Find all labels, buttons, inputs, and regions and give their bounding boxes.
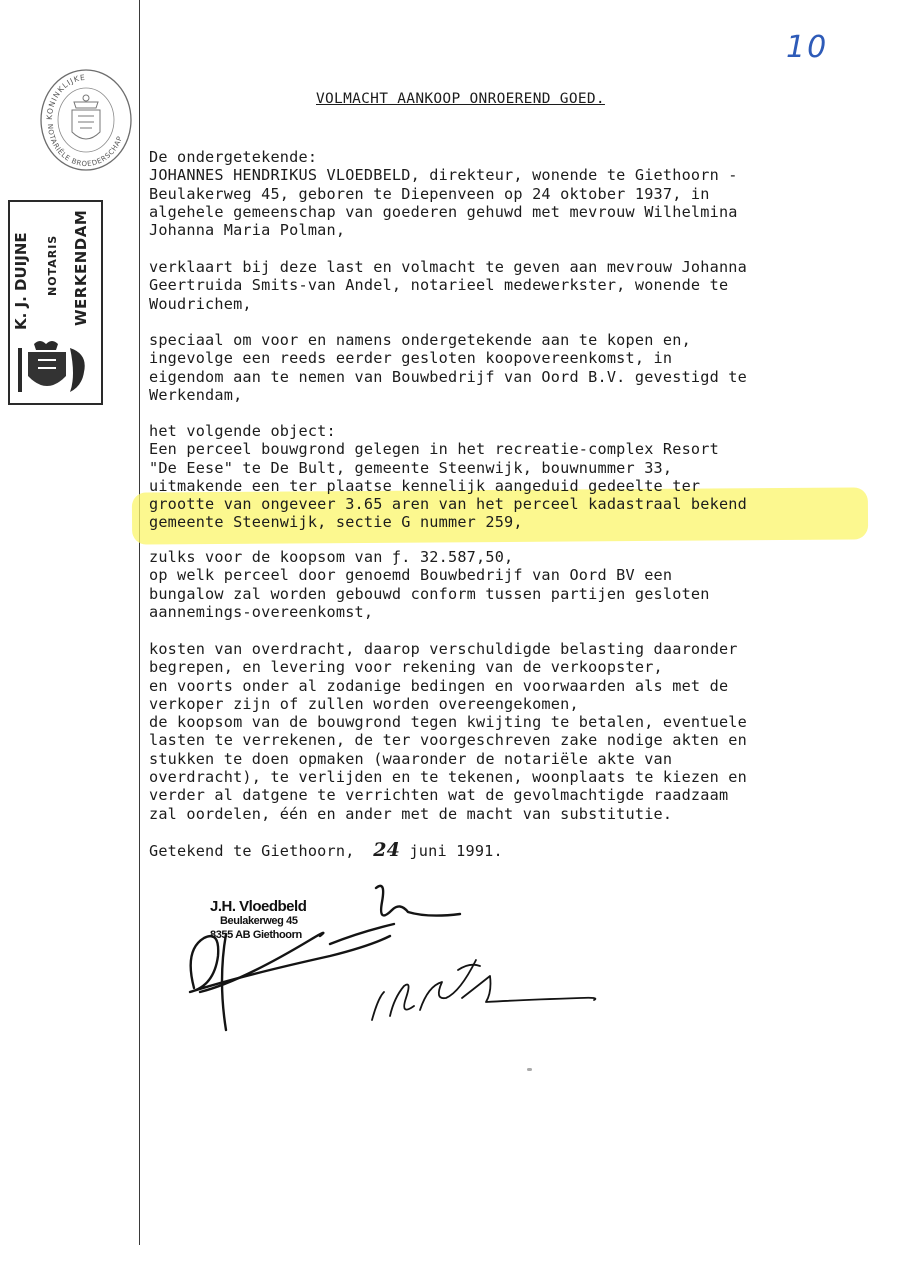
signatures [180,880,620,1050]
address-stamp-name: J.H. Vloedbeld [210,898,307,915]
scan-speck [527,1068,532,1071]
signing-suffix: juni 1991. [409,842,503,860]
proxy-signature [372,960,595,1020]
notary-place: WERKENDAM [72,209,90,326]
document-title: VOLMACHT AANKOOP ONROEREND GOED. [316,91,605,107]
signing-prefix: Getekend te Giethoorn, [149,842,355,860]
principal-signature [190,886,460,1030]
notary-name: K. J. DUIJNE [12,232,30,330]
address-stamp-city: 8355 AB Giethoorn [210,929,302,941]
paragraph-conditions: kosten van overdracht, daarop verschuldigde belasting daaronder begrepen, en levering voor rekening van de verkoopster, en voorts onder al zodanige bedingen en voorwaarden als met de verkoper zijn of zullen worden overeengekomen, de koopsom van de bouwgrond tegen kwijting te betalen, eventuele lasten te verrekenen, de ter voorgeschreven zake nodige akten en stukken te doen opmaken (waaronder de notariële akte van overdracht), te verlijden en te tekenen, woonplaats te kiezen en verder al datgene te verrichten wat de gevolmachtigde raadzaam zal oordelen, één en ander met de macht van substitutie. [149,640,747,823]
address-stamp-street: Beulakerweg 45 [220,915,298,927]
seal-bottom-text: NOTARIËLE BROEDERSCHAP [45,123,125,169]
seal-top-text: KONINKLIJKE [44,72,87,121]
paragraph-purpose: speciaal om voor en namens ondergetekende aan te kopen en, ingevolge een reeds eerder gesloten koopovereenkomst, in eigendom aan te nemen van Bouwbedrijf van Oord B.V. gevestigd te Werkendam, [149,331,747,404]
notary-role: NOTARIS [46,234,59,296]
page-number: 10 [786,30,829,65]
paragraph-object: het volgende object: Een perceel bouwgrond gelegen in het recreatie-complex Resort "De Eese" te De Bult, gemeente Steenwijk, bouwnummer 33, uitmakende een ter plaatse kennelijk aangeduid gedeelte ter grootte van ongeveer 3.65 aren van het perceel kadastraal bekend gemeente Steenwijk, sectie G nummer 259, [149,422,747,532]
paragraph-principal: De ondergetekende: JOHANNES HENDRIKUS VLOEDBELD, direkteur, wonende te Giethoorn - Beulakerweg 45, geboren te Diepenveen op 24 oktober 1937, in algehele gemeenschap van goederen gehuwd met mevrouw Wilhelmina Johanna Maria Polman, [149,148,738,240]
paragraph-proxy: verklaart bij deze last en volmacht te geven aan mevrouw Johanna Geertruida Smits-van Andel, notarieel medewerkster, wonende te Woudrichem, [149,258,747,313]
paragraph-price: zulks voor de koopsom van ƒ. 32.587,50, op welk perceel door genoemd Bouwbedrijf van Oord BV een bungalow zal worden gebouwd conform tussen partijen gesloten aannemings-overeenkomst, [149,548,710,621]
seal-crest-icon [72,95,100,139]
margin-rule [139,0,140,1245]
crest-icon [14,336,94,396]
signing-line [149,841,869,860]
notarial-seal [38,62,134,172]
signing-day: 24 [373,839,401,861]
svg-text:KONINKLIJKE [45,73,86,120]
